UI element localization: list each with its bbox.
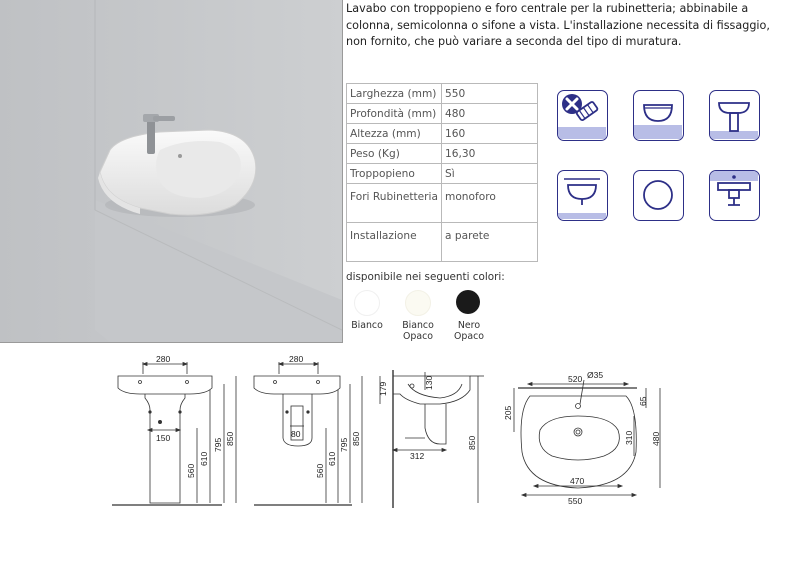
pedestal-basin-icon — [709, 90, 760, 141]
dim-label: 850 — [467, 435, 477, 450]
dim-label: 560 — [315, 463, 325, 478]
table-row — [347, 164, 538, 184]
dim-label: 610 — [199, 451, 209, 466]
dim-label: 480 — [651, 431, 661, 446]
spec-label: Troppopieno — [347, 164, 442, 184]
spec-label: Larghezza (mm) — [347, 84, 442, 104]
spec-value: 550 — [442, 84, 538, 104]
color-name: Bianco — [351, 320, 383, 331]
dim-label: 560 — [186, 463, 196, 478]
dim-label: 80 — [291, 429, 301, 439]
dim-label: 65 — [638, 396, 648, 406]
color-name: Bianco — [402, 320, 434, 331]
round-basin-icon — [633, 170, 684, 221]
semi-pedestal-basin-icon — [709, 170, 760, 221]
spec-value: 160 — [442, 124, 538, 144]
color-swatch-nero-opaco[interactable] — [456, 290, 480, 314]
product-photo — [0, 0, 343, 343]
front-view-pedestal — [112, 354, 236, 505]
color-label-bianco — [342, 320, 392, 331]
front-view-semi-pedestal — [254, 354, 362, 505]
top-view — [503, 370, 661, 506]
installation-icons — [553, 88, 775, 228]
wall-hung-basin-icon — [557, 170, 608, 221]
basin-illustration — [0, 0, 342, 342]
countertop-basin-icon — [633, 90, 684, 141]
dim-label: 130 — [424, 375, 434, 390]
table-row — [347, 184, 538, 223]
table-row — [347, 84, 538, 104]
spec-label: Fori Rubinetteria — [347, 184, 442, 223]
dim-label: 312 — [410, 451, 425, 461]
dim-label: 795 — [339, 437, 349, 452]
dim-label: 150 — [156, 433, 171, 443]
colors-label: disponibile nei seguenti colori: — [346, 271, 505, 283]
specs-table — [346, 83, 538, 262]
dim-label: 795 — [213, 437, 223, 452]
side-view — [378, 370, 484, 508]
table-row — [347, 144, 538, 164]
dim-label: Ø35 — [587, 370, 604, 380]
dim-label: 470 — [570, 476, 585, 486]
spec-value: Sì — [442, 164, 538, 184]
spec-value: 16,30 — [442, 144, 538, 164]
dim-label: 205 — [503, 405, 513, 420]
no-fixings-icon — [557, 90, 608, 141]
spec-label: Altezza (mm) — [347, 124, 442, 144]
spec-value: monoforo — [442, 184, 538, 223]
technical-drawings — [0, 348, 785, 518]
table-row — [347, 104, 538, 124]
color-name: Nero — [457, 320, 481, 331]
table-row — [347, 223, 538, 262]
color-label-bianco-opaco — [393, 320, 443, 342]
spec-value: 480 — [442, 104, 538, 124]
spec-label: Profondità (mm) — [347, 104, 442, 124]
spec-value: a parete — [442, 223, 538, 262]
color-swatch-bianco-opaco[interactable] — [405, 290, 431, 316]
table-row — [347, 124, 538, 144]
dim-label: 280 — [289, 354, 304, 364]
spec-label: Peso (Kg) — [347, 144, 442, 164]
dim-label: 280 — [156, 354, 171, 364]
color-swatch-bianco[interactable] — [354, 290, 380, 316]
product-description: Lavabo con troppopieno e foro centrale per la rubinetteria; abbinabile a colonna, semicolonna o sifone a vista. L'installazione necessita di fissaggio, non fornito, che può variare a seconda del tipo di muratura. — [346, 2, 770, 48]
dim-label: 850 — [351, 431, 361, 446]
dim-label: 310 — [624, 430, 634, 445]
dim-label: 850 — [225, 431, 235, 446]
color-label-nero-opaco — [444, 320, 494, 342]
spec-label: Installazione — [347, 223, 442, 262]
dim-label: 550 — [568, 496, 583, 506]
dim-label: 520 — [568, 374, 583, 384]
color-finish: Opaco — [403, 331, 433, 342]
dim-label: 610 — [327, 451, 337, 466]
dim-label: 179 — [378, 381, 388, 396]
color-finish: Opaco — [454, 331, 484, 342]
